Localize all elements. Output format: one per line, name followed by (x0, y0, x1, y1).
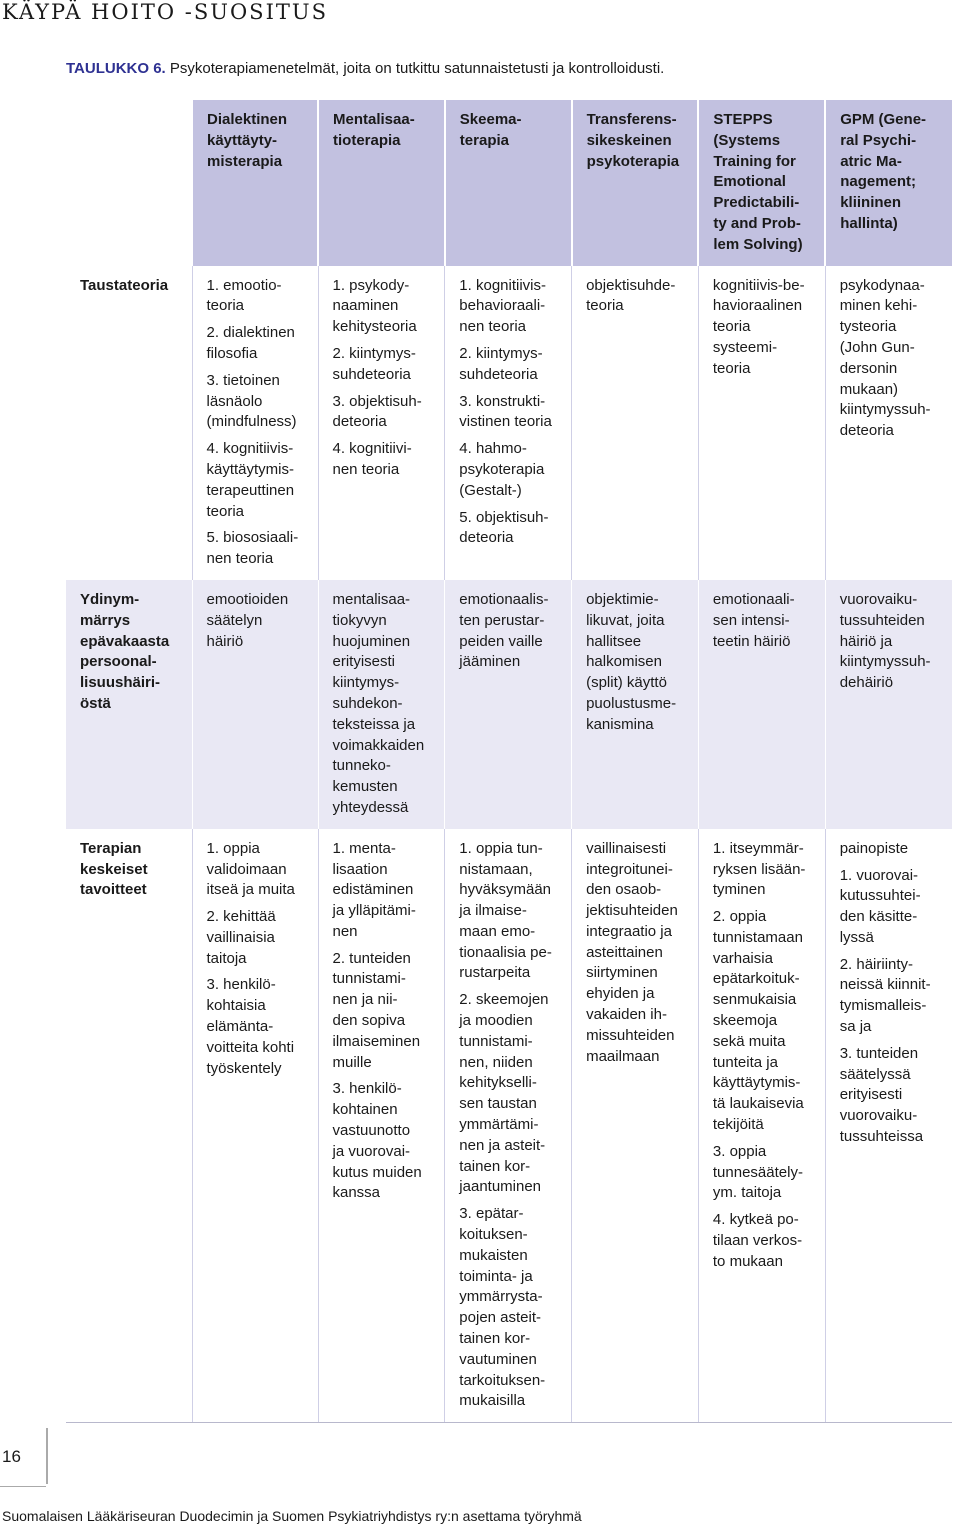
cell-item: 4. kytkeä po- tilaan verkos- to mukaan (712, 1211, 803, 1270)
table-cell (192, 829, 318, 1423)
table-cell (445, 580, 572, 829)
cell-item: 1. emootio- teoria (206, 276, 282, 315)
row-label: Taustateoria (80, 276, 169, 294)
table-cell (572, 266, 699, 580)
table-cell (445, 266, 572, 580)
table-cell (572, 580, 699, 829)
cell-item: 3. henkilö- kohtaisia elämänta- voitteita kohti työskentely (206, 976, 295, 1077)
column-header: Skeema- terapia (445, 100, 572, 266)
cell-item: painopiste (839, 839, 909, 857)
column-header: Transferens- sikeskeinen psykoterapia (572, 100, 699, 266)
cell-item: 2. kehittää vaillinaisia taitoja (206, 908, 276, 967)
page-margin-rule (0, 1486, 46, 1487)
cell-item: 2. skeemojen ja moodien tunnistami- nen, niiden kehitykselli- sen taustan ymmärtämi- nen ja asteit- tainen kor- jaantuminen (459, 991, 549, 1196)
cell-item: 2. kiintymys- suhdeteoria (459, 344, 543, 383)
column-header: Dialektinen käyttäyty- misterapia (192, 100, 318, 266)
cell-item: 1. oppia tun- nistamaan, hyväksymään ja ilmaise- maan emo- tionaalisia pe- rustarpeita (459, 839, 552, 982)
table-cell (825, 266, 952, 580)
table-cell (318, 266, 445, 580)
table-cell (698, 266, 825, 580)
cell-item: 1. vuorovai- kutussuhtei- den käsitte- lyssä (839, 866, 921, 946)
cell-item: 3. konstrukti- vistinen teoria (459, 392, 552, 431)
table-title: Psykoterapiamenetelmät, joita on tutkittu satunnaistetusti ja kontrolloidusti. (165, 60, 665, 77)
table-cell (192, 580, 318, 829)
cell-item: 2. tunteiden tunnistami- nen ja nii- den sopiva ilmaiseminen muille (332, 949, 421, 1071)
table-header-row (66, 100, 952, 266)
row-header (66, 829, 192, 1423)
cell-item: vuorovaiku- tussuhteiden häiriö ja kiintymyssuh- dehäiriö (839, 590, 931, 692)
cell-item: 2. oppia tunnistamaan varhaisia epätarkoituk- senmukaisia skeemoja sekä muita tunteita ja käyttäytymis- tä laukaisevia tekijöitä (712, 908, 804, 1134)
column-header: GPM (Gene- ral Psychi- atric Ma- nagement; kliininen hallinta) (825, 100, 952, 266)
row-header (66, 580, 192, 829)
table-cell (445, 829, 572, 1423)
cell-item: 1. itseymmär- ryksen lisään- tyminen (712, 839, 806, 899)
table-cell (318, 580, 445, 829)
header-corner (66, 100, 192, 266)
table-cell (318, 829, 445, 1423)
cell-item: 5. objektisuh- deteoria (459, 508, 549, 547)
page-number: 16 (2, 1447, 21, 1466)
cell-item: 3. epätar- koituksen- mukaisten toiminta- ja ymmärrysta- pojen asteit- tainen kor- vautuminen tarkoituksen- mukaisilla (459, 1205, 546, 1410)
table-cell (192, 266, 318, 580)
row-header (66, 266, 192, 580)
cell-item: 2. dialektinen filosofia (206, 324, 295, 362)
cell-item: mentalisaa- tiokyvyn huojuminen erityisesti kiintymys- suhdekon- teksteissa ja voimakkaiden tunneko- kemusten yhteydessä (332, 590, 425, 816)
table-cell (698, 580, 825, 829)
table-number: TAULUKKO 6. (66, 60, 166, 77)
cell-item: objektimie- likuvat, joita hallitsee halkomisen (split) käyttö puolustusme- kanismina (586, 590, 677, 733)
column-header: Mentalisaa- tioterapia (318, 100, 445, 266)
cell-item: 4. hahmo- psykoterapia (Gestalt-) (459, 440, 545, 499)
cell-item: 1. psykody- naaminen kehitysteoria (332, 276, 417, 336)
table-row (66, 266, 952, 580)
table-cell (572, 829, 699, 1423)
cell-item: emotionaali- sen intensi- teetin häiriö (712, 590, 795, 650)
row-label: Ydinym- märrys epävakaasta persoonal- lisuushäiri- östä (80, 590, 170, 712)
page-margin-rule (46, 1428, 48, 1484)
cell-item: 3. tunteiden säätelyssä erityisesti vuorovaiku- tussuhteissa (839, 1044, 924, 1146)
cell-item: 3. oppia tunnesäätely- ym. taitoja (712, 1142, 803, 1202)
table-row (66, 829, 952, 1423)
table-row (66, 580, 952, 829)
section-header: KÄYPÄ HOITO -SUOSITUS (2, 0, 328, 24)
cell-item: 2. kiintymys- suhdeteoria (332, 344, 416, 383)
cell-item: 2. häiriinty- neissä kiinnit- tymismalleis- sa ja (839, 955, 931, 1036)
cell-item: psykodynaa- minen kehi- tysteoria (John Gun- dersonin mukaan) kiintymyssuh- deteoria (839, 276, 931, 440)
cell-item: 1. menta- lisaation edistäminen ja ylläpitämi- nen (332, 839, 416, 940)
table-cell (825, 580, 952, 829)
therapy-methods-table (66, 100, 952, 1423)
cell-item: 5. biososiaali- nen teoria (206, 529, 299, 568)
cell-item: 4. kognitiivi- nen teoria (332, 440, 412, 478)
row-label: Terapian keskeiset tavoitteet (80, 839, 148, 899)
column-header: STEPPS (Systems Training for Emotional Predictabili- ty and Prob- lem Solving) (698, 100, 825, 266)
cell-item: emotionaalis- ten perustar- peiden vaille jääminen (459, 590, 549, 671)
cell-item: kognitiivis-be- havioraalinen teoria systeemi- teoria (712, 276, 805, 377)
cell-item: 3. henkilö- kohtainen vastuunotto ja vuorovai- kutus muiden kanssa (332, 1080, 422, 1202)
cell-item: 4. kognitiivis- käyttäytymis- terapeuttinen teoria (206, 440, 295, 520)
table-cell (825, 829, 952, 1423)
page-footer: Suomalaisen Lääkäriseuran Duodecimin ja Suomen Psykiatriyhdistys ry:n asettama työryhmä (2, 1508, 582, 1524)
table-caption (66, 60, 664, 77)
cell-item: 1. kognitiivis- behavioraali- nen teoria (459, 276, 546, 336)
table-cell (698, 829, 825, 1423)
cell-item: objektisuhde- teoria (586, 276, 676, 315)
cell-item: 1. oppia validoimaan itseä ja muita (206, 839, 295, 899)
cell-item: 3. objektisuh- deteoria (332, 392, 422, 431)
cell-item: vaillinaisesti integroitunei- den osaob- jektisuhteiden integraatio ja asteittainen siirtyminen ehyiden ja vakaiden ih- missuhteiden maailmaan (586, 839, 678, 1065)
cell-item: 3. tietoinen läsnäolo (mindfulness) (206, 371, 297, 431)
cell-item: emootioiden säätelyn häiriö (206, 590, 289, 650)
